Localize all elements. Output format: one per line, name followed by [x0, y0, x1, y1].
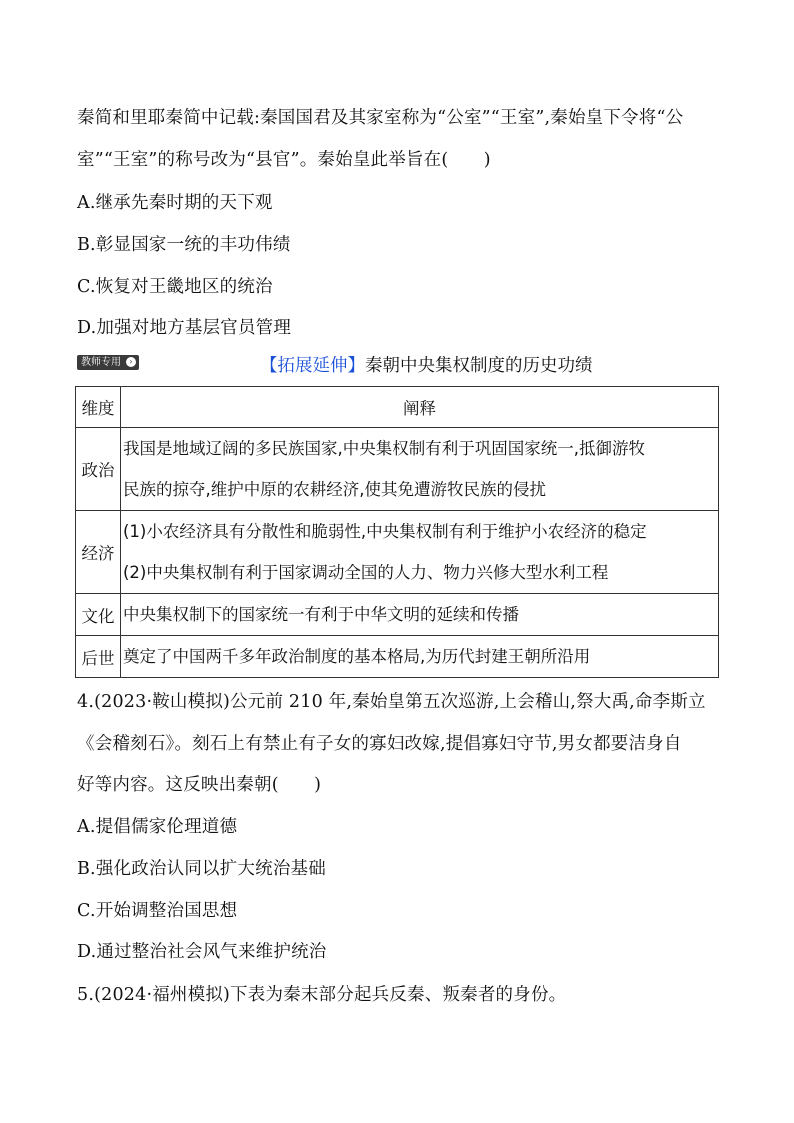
q4-stem-line-1: 4.(2023·鞍山模拟)公元前 210 年,秦始皇第五次巡游,上会稽山,祭大禹,命李斯立: [77, 692, 706, 712]
table-cell-dimension: 后世: [76, 636, 121, 678]
q3-option-c: C.恢复对王畿地区的统治: [77, 277, 273, 297]
table-row: [76, 511, 719, 594]
table-cell-dimension: 经济: [76, 511, 121, 594]
q3-option-a: A.继承先秦时期的天下观: [77, 193, 273, 213]
table-cell-explanation: [121, 636, 719, 678]
q4-option-c: C.开始调整治国思想: [77, 901, 238, 921]
table-cell-explanation: [121, 594, 719, 636]
q3-option-b: B.彰显国家一统的丰功伟绩: [77, 235, 291, 255]
table-header-dimension: 维度: [76, 387, 121, 428]
table-cell-line: (2)中央集权制有利于国家调动全国的人力、物力兴修大型水利工程: [123, 563, 609, 582]
table-row: [76, 428, 719, 511]
extension-bracket-title: 【拓展延伸】: [260, 356, 365, 376]
table-cell-explanation: [121, 511, 719, 594]
q5-stem-line-1: 5.(2024·福州模拟)下表为秦末部分起兵反秦、叛秦者的身份。: [77, 985, 567, 1005]
q4-option-d: D.通过整治社会风气来维护统治: [77, 942, 327, 962]
teacher-only-label: 教师专用: [81, 357, 121, 368]
achievements-table: [75, 386, 719, 678]
q4-option-a: A.提倡儒家伦理道德: [77, 817, 238, 837]
q3-stem-line-2: 室”“王室”的称号改为“县官”。秦始皇此举旨在( ): [77, 150, 491, 170]
table-cell-dimension: 文化: [76, 594, 121, 636]
table-cell-dimension: 政治: [76, 428, 121, 511]
chevron-right-icon: ›: [126, 357, 136, 367]
table-header-row: [76, 387, 719, 428]
q4-stem-line-3: 好等内容。这反映出秦朝( ): [77, 775, 322, 795]
table-cell-line: 奠定了中国两千多年政治制度的基本格局,为历代封建王朝所沿用: [123, 647, 591, 666]
extension-title-text: 秦朝中央集权制度的历史功绩: [365, 356, 593, 376]
teacher-only-badge: [77, 355, 139, 370]
table-cell-line: (1)小农经济具有分散性和脆弱性,中央集权制有利于维护小农经济的稳定: [123, 522, 647, 541]
q4-stem-line-2: 《会稽刻石》。刻石上有禁止有子女的寡妇改嫁,提倡寡妇守节,男女都要洁身自: [77, 734, 682, 754]
table-cell-line: 民族的掠夺,维护中原的农耕经济,使其免遭游牧民族的侵扰: [123, 480, 546, 499]
table-header-explanation: 阐释: [121, 387, 719, 428]
table-cell-line: 中央集权制下的国家统一有利于中华文明的延续和传播: [123, 605, 519, 624]
extension-title: [260, 352, 593, 377]
q4-option-b: B.强化政治认同以扩大统治基础: [77, 859, 326, 879]
table-cell-line: 我国是地域辽阔的多民族国家,中央集权制有利于巩固国家统一,抵御游牧: [123, 439, 645, 458]
table-cell-explanation: [121, 428, 719, 511]
table-row: [76, 594, 719, 636]
q3-option-d: D.加强对地方基层官员管理: [77, 318, 292, 338]
q3-stem-line-1: 秦简和里耶秦简中记载:秦国国君及其家室称为“公室”“王室”,秦始皇下令将“公: [77, 108, 684, 128]
table-row: [76, 636, 719, 678]
